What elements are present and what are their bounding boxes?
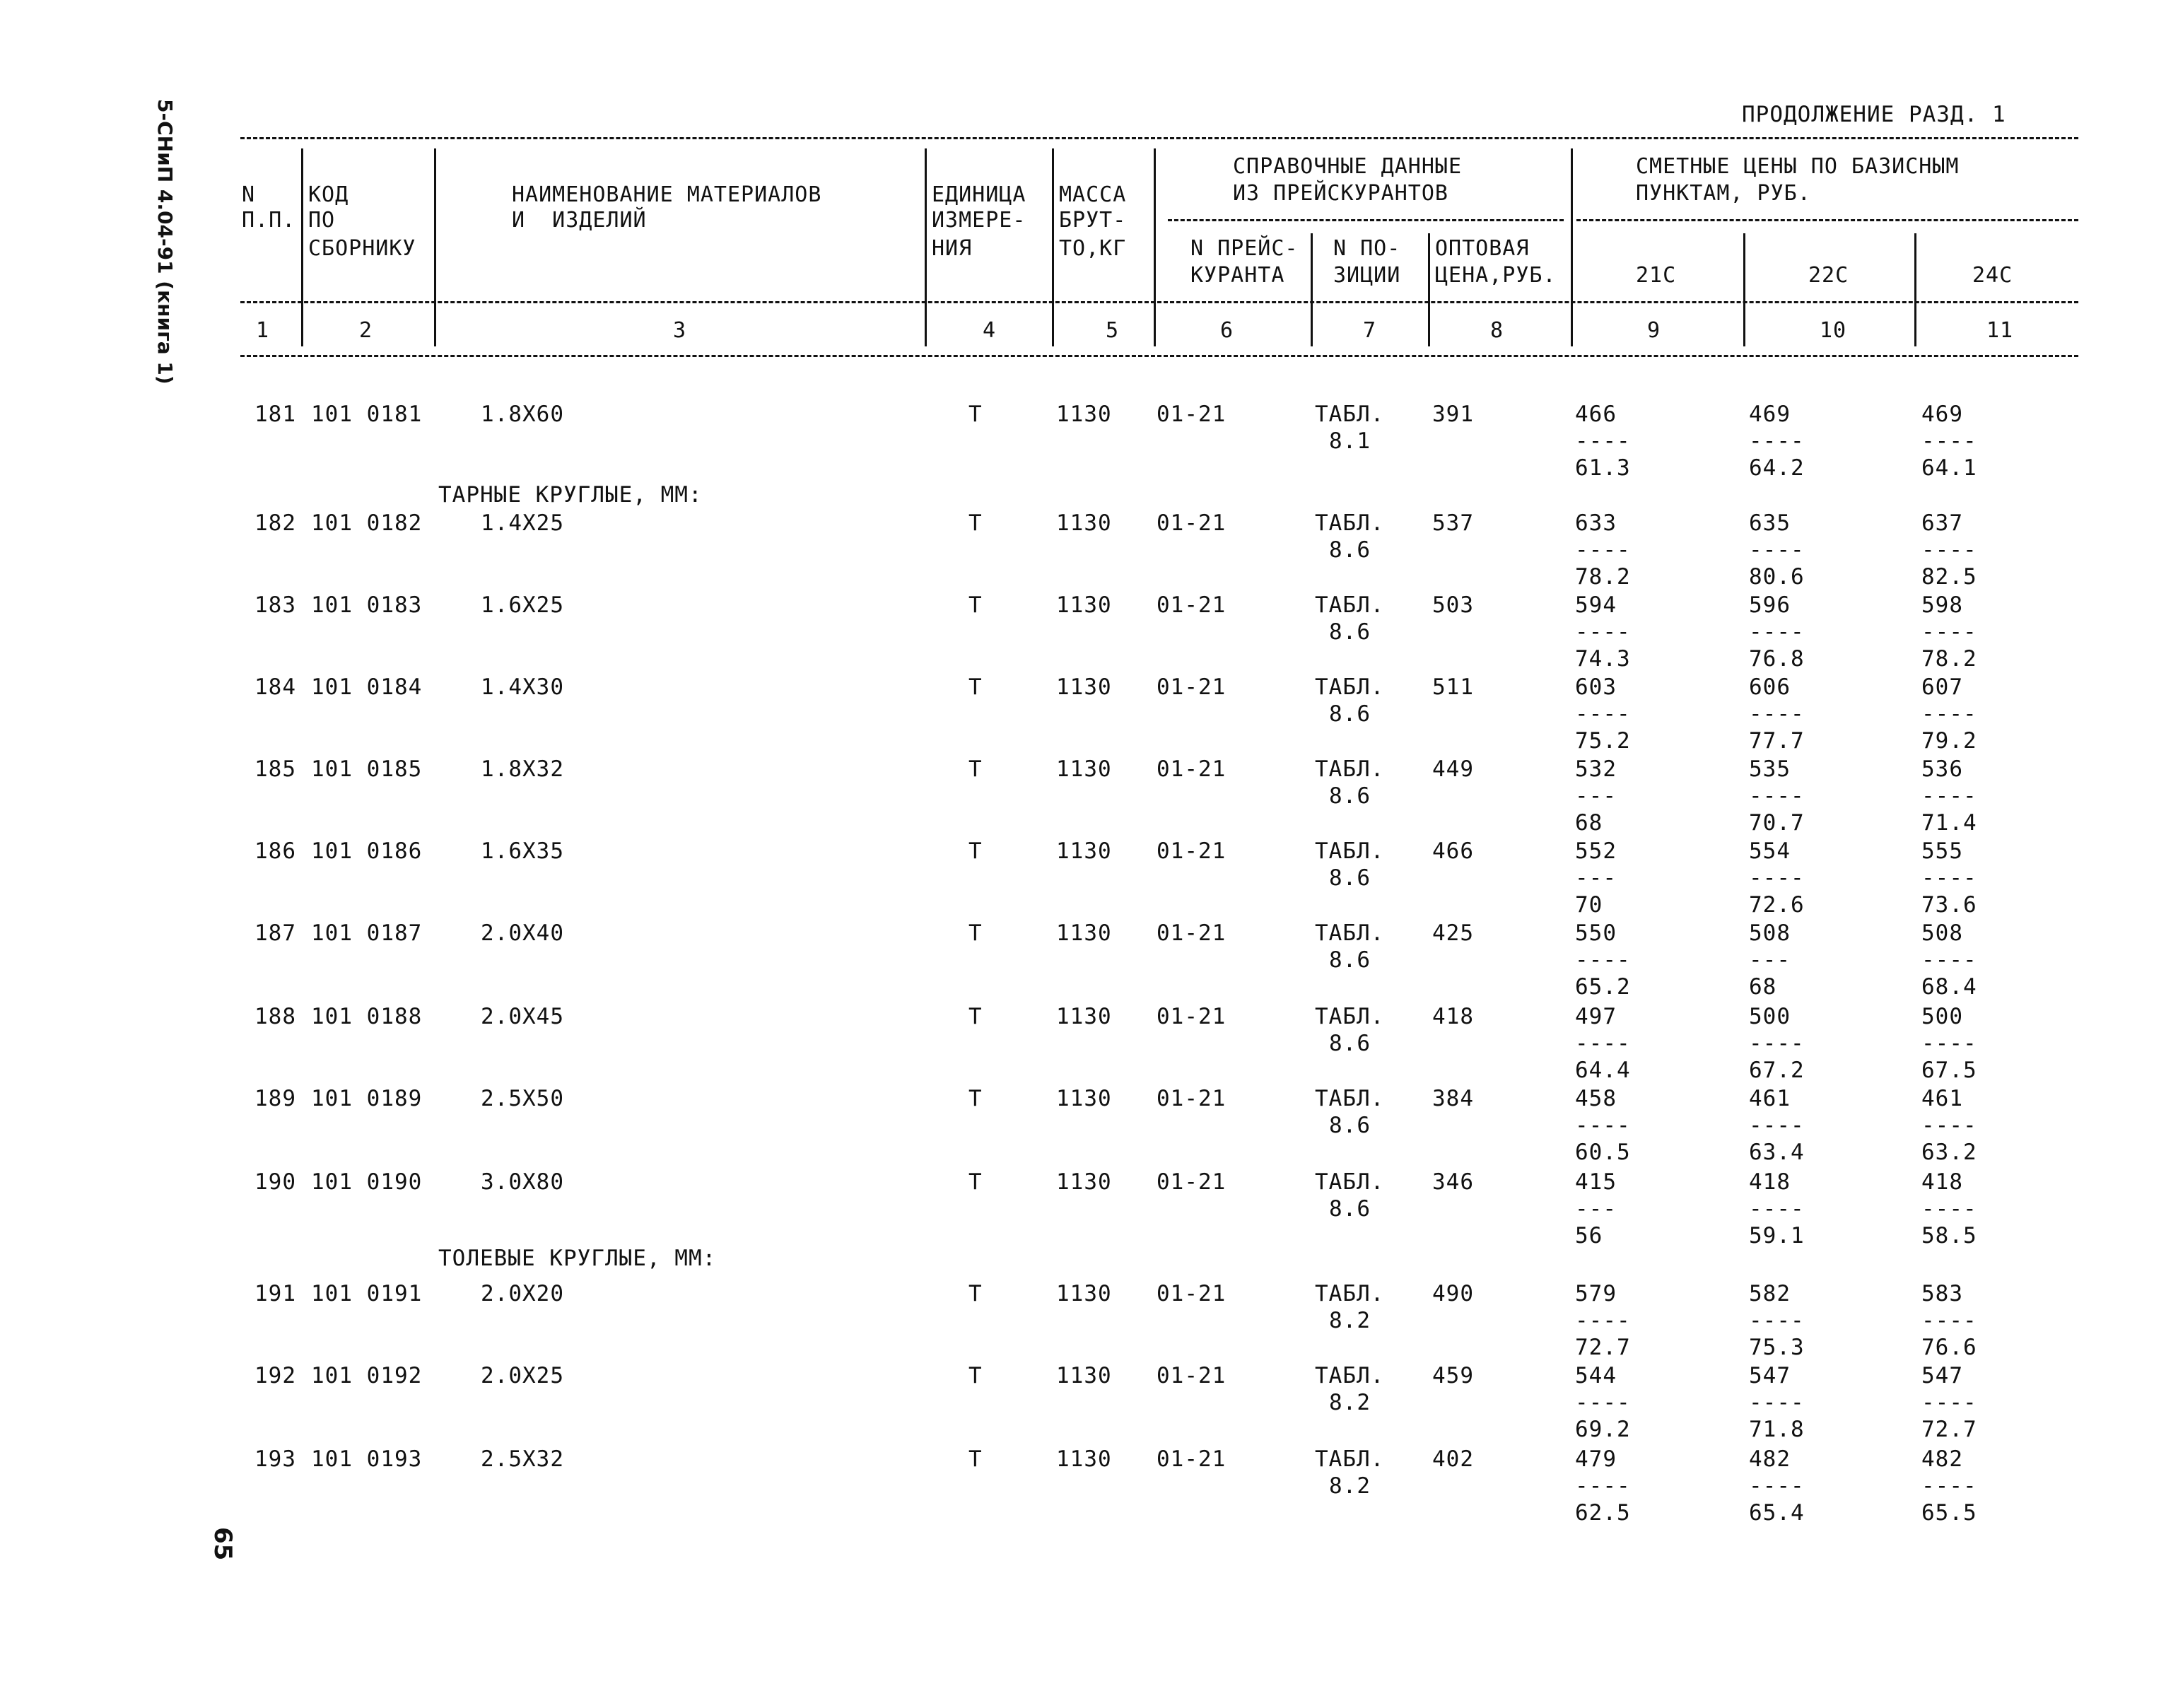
row-position-table: 8.2	[1329, 1473, 1371, 1499]
col-number-6: 6	[1220, 318, 1234, 343]
row-position-table: 8.6	[1329, 701, 1371, 727]
row-position: ТАБЛ.	[1315, 674, 1385, 700]
header-name-2: И ИЗДЕЛИЙ	[512, 208, 647, 233]
row-price-24c: 469	[1921, 402, 1963, 427]
row-name: 2.0X45	[481, 1004, 564, 1029]
row-wholesale-price: 466	[1432, 838, 1474, 864]
row-price-22c-divider: ----	[1749, 619, 1805, 645]
row-price-list: 01-21	[1157, 1281, 1227, 1306]
row-price-22c-divider: ----	[1749, 537, 1805, 563]
row-price-21c: 415	[1575, 1169, 1617, 1195]
row-unit: Т	[968, 756, 983, 782]
row-position: ТАБЛ.	[1315, 1281, 1385, 1306]
row-mass: 1130	[1056, 838, 1112, 864]
row-price-24c-divider: ----	[1921, 1196, 1977, 1222]
col-divider-2	[434, 148, 436, 346]
row-number: 190	[254, 1169, 296, 1195]
row-position: ТАБЛ.	[1315, 510, 1385, 536]
row-price-21c: 497	[1575, 1004, 1617, 1029]
row-position-table: 8.6	[1329, 1113, 1371, 1138]
row-number: 192	[254, 1363, 296, 1388]
row-wholesale-price: 537	[1432, 510, 1474, 536]
section-heading-tolevye: ТОЛЕВЫЕ КРУГЛЫЕ, ММ:	[438, 1246, 717, 1271]
row-unit: Т	[968, 510, 983, 536]
row-number: 184	[254, 674, 296, 700]
row-wholesale-price: 425	[1432, 920, 1474, 946]
header-mass-3: ТО,КГ	[1059, 236, 1127, 261]
row-mass: 1130	[1056, 1086, 1112, 1111]
col-number-4: 4	[983, 318, 997, 343]
row-mass: 1130	[1056, 674, 1112, 700]
row-price-24c-bottom: 58.5	[1921, 1223, 1977, 1248]
row-mass: 1130	[1056, 402, 1112, 427]
row-price-24c: 583	[1921, 1281, 1963, 1306]
row-name: 1.4X30	[481, 674, 564, 700]
row-position-table: 8.6	[1329, 1031, 1371, 1056]
row-position: ТАБЛ.	[1315, 920, 1385, 946]
row-position-table: 8.6	[1329, 947, 1371, 973]
header-mass-1: МАССА	[1059, 182, 1127, 207]
row-name: 1.8X32	[481, 756, 564, 782]
header-est-1: СМЕТНЫЕ ЦЕНЫ ПО БАЗИСНЫМ	[1636, 154, 1960, 179]
row-wholesale-price: 402	[1432, 1446, 1474, 1472]
row-number: 181	[254, 402, 296, 427]
row-code: 101 0181	[311, 402, 423, 427]
row-price-list: 01-21	[1157, 1363, 1227, 1388]
row-price-22c-divider: ----	[1749, 783, 1805, 809]
row-price-list: 01-21	[1157, 510, 1227, 536]
row-price-22c-divider: ----	[1749, 1196, 1805, 1222]
row-price-22c-divider: ----	[1749, 1031, 1805, 1056]
row-price-22c-divider: ----	[1749, 865, 1805, 891]
header-22c: 22С	[1808, 263, 1849, 288]
header-unit-1: ЕДИНИЦА	[932, 182, 1026, 207]
header-code-1: КОД	[308, 182, 349, 207]
row-code: 101 0185	[311, 756, 423, 782]
row-mass: 1130	[1056, 510, 1112, 536]
row-price-21c-bottom: 74.3	[1575, 646, 1631, 672]
row-price-21c: 594	[1575, 592, 1617, 618]
row-price-24c-divider: ----	[1921, 947, 1977, 973]
row-number: 191	[254, 1281, 296, 1306]
row-code: 101 0189	[311, 1086, 423, 1111]
row-price-22c: 482	[1749, 1446, 1791, 1472]
row-wholesale-price: 418	[1432, 1004, 1474, 1029]
col-divider-3	[925, 148, 927, 346]
row-price-24c-bottom: 68.4	[1921, 974, 1977, 1000]
row-price-24c: 637	[1921, 510, 1963, 536]
row-mass: 1130	[1056, 1169, 1112, 1195]
row-code: 101 0183	[311, 592, 423, 618]
row-unit: Т	[968, 1281, 983, 1306]
row-position: ТАБЛ.	[1315, 1363, 1385, 1388]
row-name: 2.0X20	[481, 1281, 564, 1306]
row-wholesale-price: 449	[1432, 756, 1474, 782]
row-code: 101 0192	[311, 1363, 423, 1388]
row-price-21c-bottom: 65.2	[1575, 974, 1631, 1000]
row-price-24c-divider: ----	[1921, 537, 1977, 563]
row-price-24c: 461	[1921, 1086, 1963, 1111]
row-price-24c: 500	[1921, 1004, 1963, 1029]
row-price-21c-divider: ----	[1575, 701, 1631, 727]
row-price-list: 01-21	[1157, 592, 1227, 618]
row-name: 1.8X60	[481, 402, 564, 427]
row-price-22c: 535	[1749, 756, 1791, 782]
row-price-21c-divider: ---	[1575, 1196, 1617, 1222]
row-code: 101 0188	[311, 1004, 423, 1029]
row-position: ТАБЛ.	[1315, 756, 1385, 782]
row-unit: Т	[968, 402, 983, 427]
row-wholesale-price: 384	[1432, 1086, 1474, 1111]
row-number: 185	[254, 756, 296, 782]
row-position-table: 8.6	[1329, 537, 1371, 563]
row-price-22c: 582	[1749, 1281, 1791, 1306]
col-divider-7	[1428, 233, 1430, 346]
row-number: 193	[254, 1446, 296, 1472]
row-price-list: 01-21	[1157, 838, 1227, 864]
row-wholesale-price: 490	[1432, 1281, 1474, 1306]
row-price-22c-divider: ----	[1749, 1308, 1805, 1333]
row-name: 1.6X35	[481, 838, 564, 864]
row-price-21c-bottom: 69.2	[1575, 1417, 1631, 1442]
row-number: 183	[254, 592, 296, 618]
row-price-24c: 555	[1921, 838, 1963, 864]
row-price-list: 01-21	[1157, 920, 1227, 946]
table-top-rule	[240, 137, 2078, 139]
row-price-21c-divider: ----	[1575, 947, 1631, 973]
row-position: ТАБЛ.	[1315, 1446, 1385, 1472]
header-24c: 24С	[1972, 263, 2013, 288]
row-number: 188	[254, 1004, 296, 1029]
row-price-21c: 633	[1575, 510, 1617, 536]
row-price-24c-divider: ----	[1921, 1113, 1977, 1138]
row-price-21c-bottom: 78.2	[1575, 564, 1631, 590]
header-mass-2: БРУТ-	[1059, 208, 1127, 233]
row-price-21c-divider: ----	[1575, 1308, 1631, 1333]
row-price-24c-bottom: 63.2	[1921, 1140, 1977, 1165]
header-wholesale-2: ЦЕНА,РУБ.	[1435, 263, 1557, 288]
row-price-21c-divider: ----	[1575, 1390, 1631, 1415]
row-position-table: 8.6	[1329, 865, 1371, 891]
row-price-22c: 554	[1749, 838, 1791, 864]
header-unit-3: НИЯ	[932, 236, 973, 261]
row-code: 101 0193	[311, 1446, 423, 1472]
col-number-2: 2	[359, 318, 373, 343]
col-divider-1	[301, 148, 303, 346]
row-mass: 1130	[1056, 756, 1112, 782]
row-price-22c-divider: ----	[1749, 1473, 1805, 1499]
row-position-table: 8.6	[1329, 783, 1371, 809]
row-price-21c-bottom: 60.5	[1575, 1140, 1631, 1165]
row-price-24c-bottom: 72.7	[1921, 1417, 1977, 1442]
row-wholesale-price: 503	[1432, 592, 1474, 618]
row-price-22c-bottom: 76.8	[1749, 646, 1805, 672]
row-unit: Т	[968, 1446, 983, 1472]
row-price-24c-bottom: 76.6	[1921, 1335, 1977, 1360]
header-unit-2: ИЗМЕРЕ-	[932, 208, 1026, 233]
ref-subheader-rule	[1168, 219, 1564, 221]
header-name-1: НАИМЕНОВАНИЕ МАТЕРИАЛОВ	[512, 182, 822, 207]
row-position: ТАБЛ.	[1315, 1004, 1385, 1029]
row-price-21c: 479	[1575, 1446, 1617, 1472]
row-price-21c-bottom: 72.7	[1575, 1335, 1631, 1360]
row-price-24c-bottom: 71.4	[1921, 810, 1977, 836]
row-price-22c-bottom: 75.3	[1749, 1335, 1805, 1360]
row-code: 101 0184	[311, 674, 423, 700]
row-price-24c-divider: ----	[1921, 1308, 1977, 1333]
col-number-9: 9	[1647, 318, 1661, 343]
row-number: 189	[254, 1086, 296, 1111]
row-price-21c-divider: ----	[1575, 1113, 1631, 1138]
row-unit: Т	[968, 1363, 983, 1388]
row-unit: Т	[968, 592, 983, 618]
header-price-list-1: N ПРЕЙС-	[1190, 236, 1299, 261]
row-number: 186	[254, 838, 296, 864]
row-price-21c: 532	[1575, 756, 1617, 782]
row-price-22c-divider: ----	[1749, 1390, 1805, 1415]
row-price-list: 01-21	[1157, 1169, 1227, 1195]
col-number-11: 11	[1986, 318, 2014, 343]
row-unit: Т	[968, 1169, 983, 1195]
row-price-24c-divider: ----	[1921, 701, 1977, 727]
row-name: 2.0X25	[481, 1363, 564, 1388]
row-price-21c: 552	[1575, 838, 1617, 864]
row-position-table: 8.6	[1329, 619, 1371, 645]
header-n: N	[242, 182, 256, 207]
row-number: 182	[254, 510, 296, 536]
col-number-10: 10	[1820, 318, 1847, 343]
col-divider-5	[1154, 148, 1156, 346]
row-price-21c-bottom: 62.5	[1575, 1500, 1631, 1526]
row-price-24c: 418	[1921, 1169, 1963, 1195]
row-price-24c-bottom: 64.1	[1921, 455, 1977, 481]
header-21c: 21С	[1636, 263, 1677, 288]
row-price-22c-bottom: 67.2	[1749, 1058, 1805, 1083]
row-mass: 1130	[1056, 920, 1112, 946]
row-unit: Т	[968, 674, 983, 700]
row-price-22c-bottom: 65.4	[1749, 1500, 1805, 1526]
continuation-title: ПРОДОЛЖЕНИЕ РАЗД. 1	[1742, 102, 2006, 127]
row-mass: 1130	[1056, 1363, 1112, 1388]
col-divider-9	[1743, 233, 1745, 346]
row-mass: 1130	[1056, 1004, 1112, 1029]
row-code: 101 0186	[311, 838, 423, 864]
row-price-21c-divider: ----	[1575, 537, 1631, 563]
table-header-end-rule	[240, 355, 2078, 357]
row-position: ТАБЛ.	[1315, 592, 1385, 618]
row-price-21c-divider: ----	[1575, 1473, 1631, 1499]
row-wholesale-price: 346	[1432, 1169, 1474, 1195]
col-number-5: 5	[1106, 318, 1120, 343]
row-unit: Т	[968, 920, 983, 946]
header-price-list-2: КУРАНТА	[1190, 263, 1285, 288]
row-price-21c-bottom: 75.2	[1575, 728, 1631, 754]
row-unit: Т	[968, 1086, 983, 1111]
row-price-22c: 635	[1749, 510, 1791, 536]
row-price-22c-divider: ---	[1749, 947, 1791, 973]
row-price-list: 01-21	[1157, 1086, 1227, 1111]
header-pp: П.П.	[242, 208, 296, 233]
row-price-24c-divider: ----	[1921, 1031, 1977, 1056]
row-price-22c: 606	[1749, 674, 1791, 700]
row-price-24c-bottom: 65.5	[1921, 1500, 1977, 1526]
row-price-24c-divider: ----	[1921, 783, 1977, 809]
row-price-22c-divider: ----	[1749, 428, 1805, 454]
document-side-label: 5-СНиП 4.04-91 (книга 1)	[153, 99, 177, 385]
col-divider-4	[1052, 148, 1054, 346]
row-price-21c-bottom: 56	[1575, 1223, 1603, 1248]
row-name: 2.5X50	[481, 1086, 564, 1111]
row-price-list: 01-21	[1157, 402, 1227, 427]
row-price-24c: 482	[1921, 1446, 1963, 1472]
header-ref-2: ИЗ ПРЕЙСКУРАНТОВ	[1233, 181, 1448, 206]
col-number-1: 1	[256, 318, 270, 343]
row-price-21c-bottom: 64.4	[1575, 1058, 1631, 1083]
col-divider-6	[1311, 233, 1313, 346]
row-price-22c-bottom: 77.7	[1749, 728, 1805, 754]
row-name: 1.4X25	[481, 510, 564, 536]
row-code: 101 0187	[311, 920, 423, 946]
header-est-2: ПУНКТАМ, РУБ.	[1636, 181, 1811, 206]
row-price-24c-divider: ----	[1921, 865, 1977, 891]
row-position: ТАБЛ.	[1315, 402, 1385, 427]
row-price-21c-bottom: 61.3	[1575, 455, 1631, 481]
row-price-22c: 469	[1749, 402, 1791, 427]
row-price-24c-divider: ----	[1921, 1390, 1977, 1415]
row-price-22c: 500	[1749, 1004, 1791, 1029]
row-price-21c: 579	[1575, 1281, 1617, 1306]
row-price-22c: 418	[1749, 1169, 1791, 1195]
section-heading-tarnye: ТАРНЫЕ КРУГЛЫЕ, ММ:	[438, 482, 703, 508]
header-ref-1: СПРАВОЧНЫЕ ДАННЫЕ	[1233, 154, 1463, 179]
row-wholesale-price: 459	[1432, 1363, 1474, 1388]
row-price-22c: 508	[1749, 920, 1791, 946]
row-price-list: 01-21	[1157, 1446, 1227, 1472]
row-price-24c-divider: ----	[1921, 619, 1977, 645]
row-price-22c-bottom: 63.4	[1749, 1140, 1805, 1165]
row-wholesale-price: 511	[1432, 674, 1474, 700]
row-position-table: 8.1	[1329, 428, 1371, 454]
row-price-21c-bottom: 70	[1575, 892, 1603, 918]
row-price-24c: 508	[1921, 920, 1963, 946]
row-position: ТАБЛ.	[1315, 1169, 1385, 1195]
row-name: 3.0X80	[481, 1169, 564, 1195]
row-price-list: 01-21	[1157, 674, 1227, 700]
header-code-2: ПО	[308, 208, 336, 233]
row-position-table: 8.2	[1329, 1308, 1371, 1333]
row-price-24c: 547	[1921, 1363, 1963, 1388]
row-price-22c-bottom: 64.2	[1749, 455, 1805, 481]
row-price-22c: 461	[1749, 1086, 1791, 1111]
row-price-24c: 536	[1921, 756, 1963, 782]
row-price-list: 01-21	[1157, 1004, 1227, 1029]
row-price-24c-bottom: 78.2	[1921, 646, 1977, 672]
row-code: 101 0190	[311, 1169, 423, 1195]
row-price-24c: 598	[1921, 592, 1963, 618]
row-code: 101 0182	[311, 510, 423, 536]
row-price-24c: 607	[1921, 674, 1963, 700]
row-price-24c-bottom: 82.5	[1921, 564, 1977, 590]
row-price-21c-divider: ----	[1575, 619, 1631, 645]
row-price-24c-divider: ----	[1921, 1473, 1977, 1499]
row-price-22c-divider: ----	[1749, 1113, 1805, 1138]
row-mass: 1130	[1056, 1446, 1112, 1472]
row-price-24c-bottom: 73.6	[1921, 892, 1977, 918]
row-price-24c-divider: ----	[1921, 428, 1977, 454]
row-mass: 1130	[1056, 1281, 1112, 1306]
row-price-21c-divider: ---	[1575, 783, 1617, 809]
row-name: 2.0X40	[481, 920, 564, 946]
row-price-list: 01-21	[1157, 756, 1227, 782]
row-price-21c: 603	[1575, 674, 1617, 700]
header-position-1: N ПО-	[1333, 236, 1401, 261]
row-price-21c-divider: ----	[1575, 1031, 1631, 1056]
header-code-3: СБОРНИКУ	[308, 236, 416, 261]
col-number-7: 7	[1363, 318, 1377, 343]
row-price-21c: 550	[1575, 920, 1617, 946]
header-wholesale-1: ОПТОВАЯ	[1435, 236, 1530, 261]
row-price-21c: 458	[1575, 1086, 1617, 1111]
row-mass: 1130	[1056, 592, 1112, 618]
row-price-22c-bottom: 68	[1749, 974, 1777, 1000]
row-price-21c-divider: ----	[1575, 428, 1631, 454]
col-divider-10	[1914, 233, 1916, 346]
row-unit: Т	[968, 838, 983, 864]
page-number: 65	[209, 1527, 237, 1561]
row-price-24c-bottom: 67.5	[1921, 1058, 1977, 1083]
row-price-22c-bottom: 59.1	[1749, 1223, 1805, 1248]
row-position: ТАБЛ.	[1315, 1086, 1385, 1111]
col-number-8: 8	[1490, 318, 1504, 343]
col-number-3: 3	[673, 318, 687, 343]
row-number: 187	[254, 920, 296, 946]
row-price-21c: 466	[1575, 402, 1617, 427]
row-name: 1.6X25	[481, 592, 564, 618]
row-price-22c-bottom: 71.8	[1749, 1417, 1805, 1442]
col-divider-8	[1571, 148, 1573, 346]
header-bottom-rule	[240, 301, 2078, 303]
row-price-22c-bottom: 72.6	[1749, 892, 1805, 918]
row-unit: Т	[968, 1004, 983, 1029]
row-code: 101 0191	[311, 1281, 423, 1306]
row-price-22c: 547	[1749, 1363, 1791, 1388]
row-price-22c-bottom: 70.7	[1749, 810, 1805, 836]
row-position-table: 8.2	[1329, 1390, 1371, 1415]
row-price-24c-bottom: 79.2	[1921, 728, 1977, 754]
header-position-2: ЗИЦИИ	[1333, 263, 1401, 288]
row-price-22c-divider: ----	[1749, 701, 1805, 727]
row-price-22c: 596	[1749, 592, 1791, 618]
row-price-22c-bottom: 80.6	[1749, 564, 1805, 590]
row-price-21c-bottom: 68	[1575, 810, 1603, 836]
row-position-table: 8.6	[1329, 1196, 1371, 1222]
est-subheader-rule	[1576, 219, 2078, 221]
row-wholesale-price: 391	[1432, 402, 1474, 427]
row-name: 2.5X32	[481, 1446, 564, 1472]
row-price-21c-divider: ---	[1575, 865, 1617, 891]
row-price-21c: 544	[1575, 1363, 1617, 1388]
row-position: ТАБЛ.	[1315, 838, 1385, 864]
